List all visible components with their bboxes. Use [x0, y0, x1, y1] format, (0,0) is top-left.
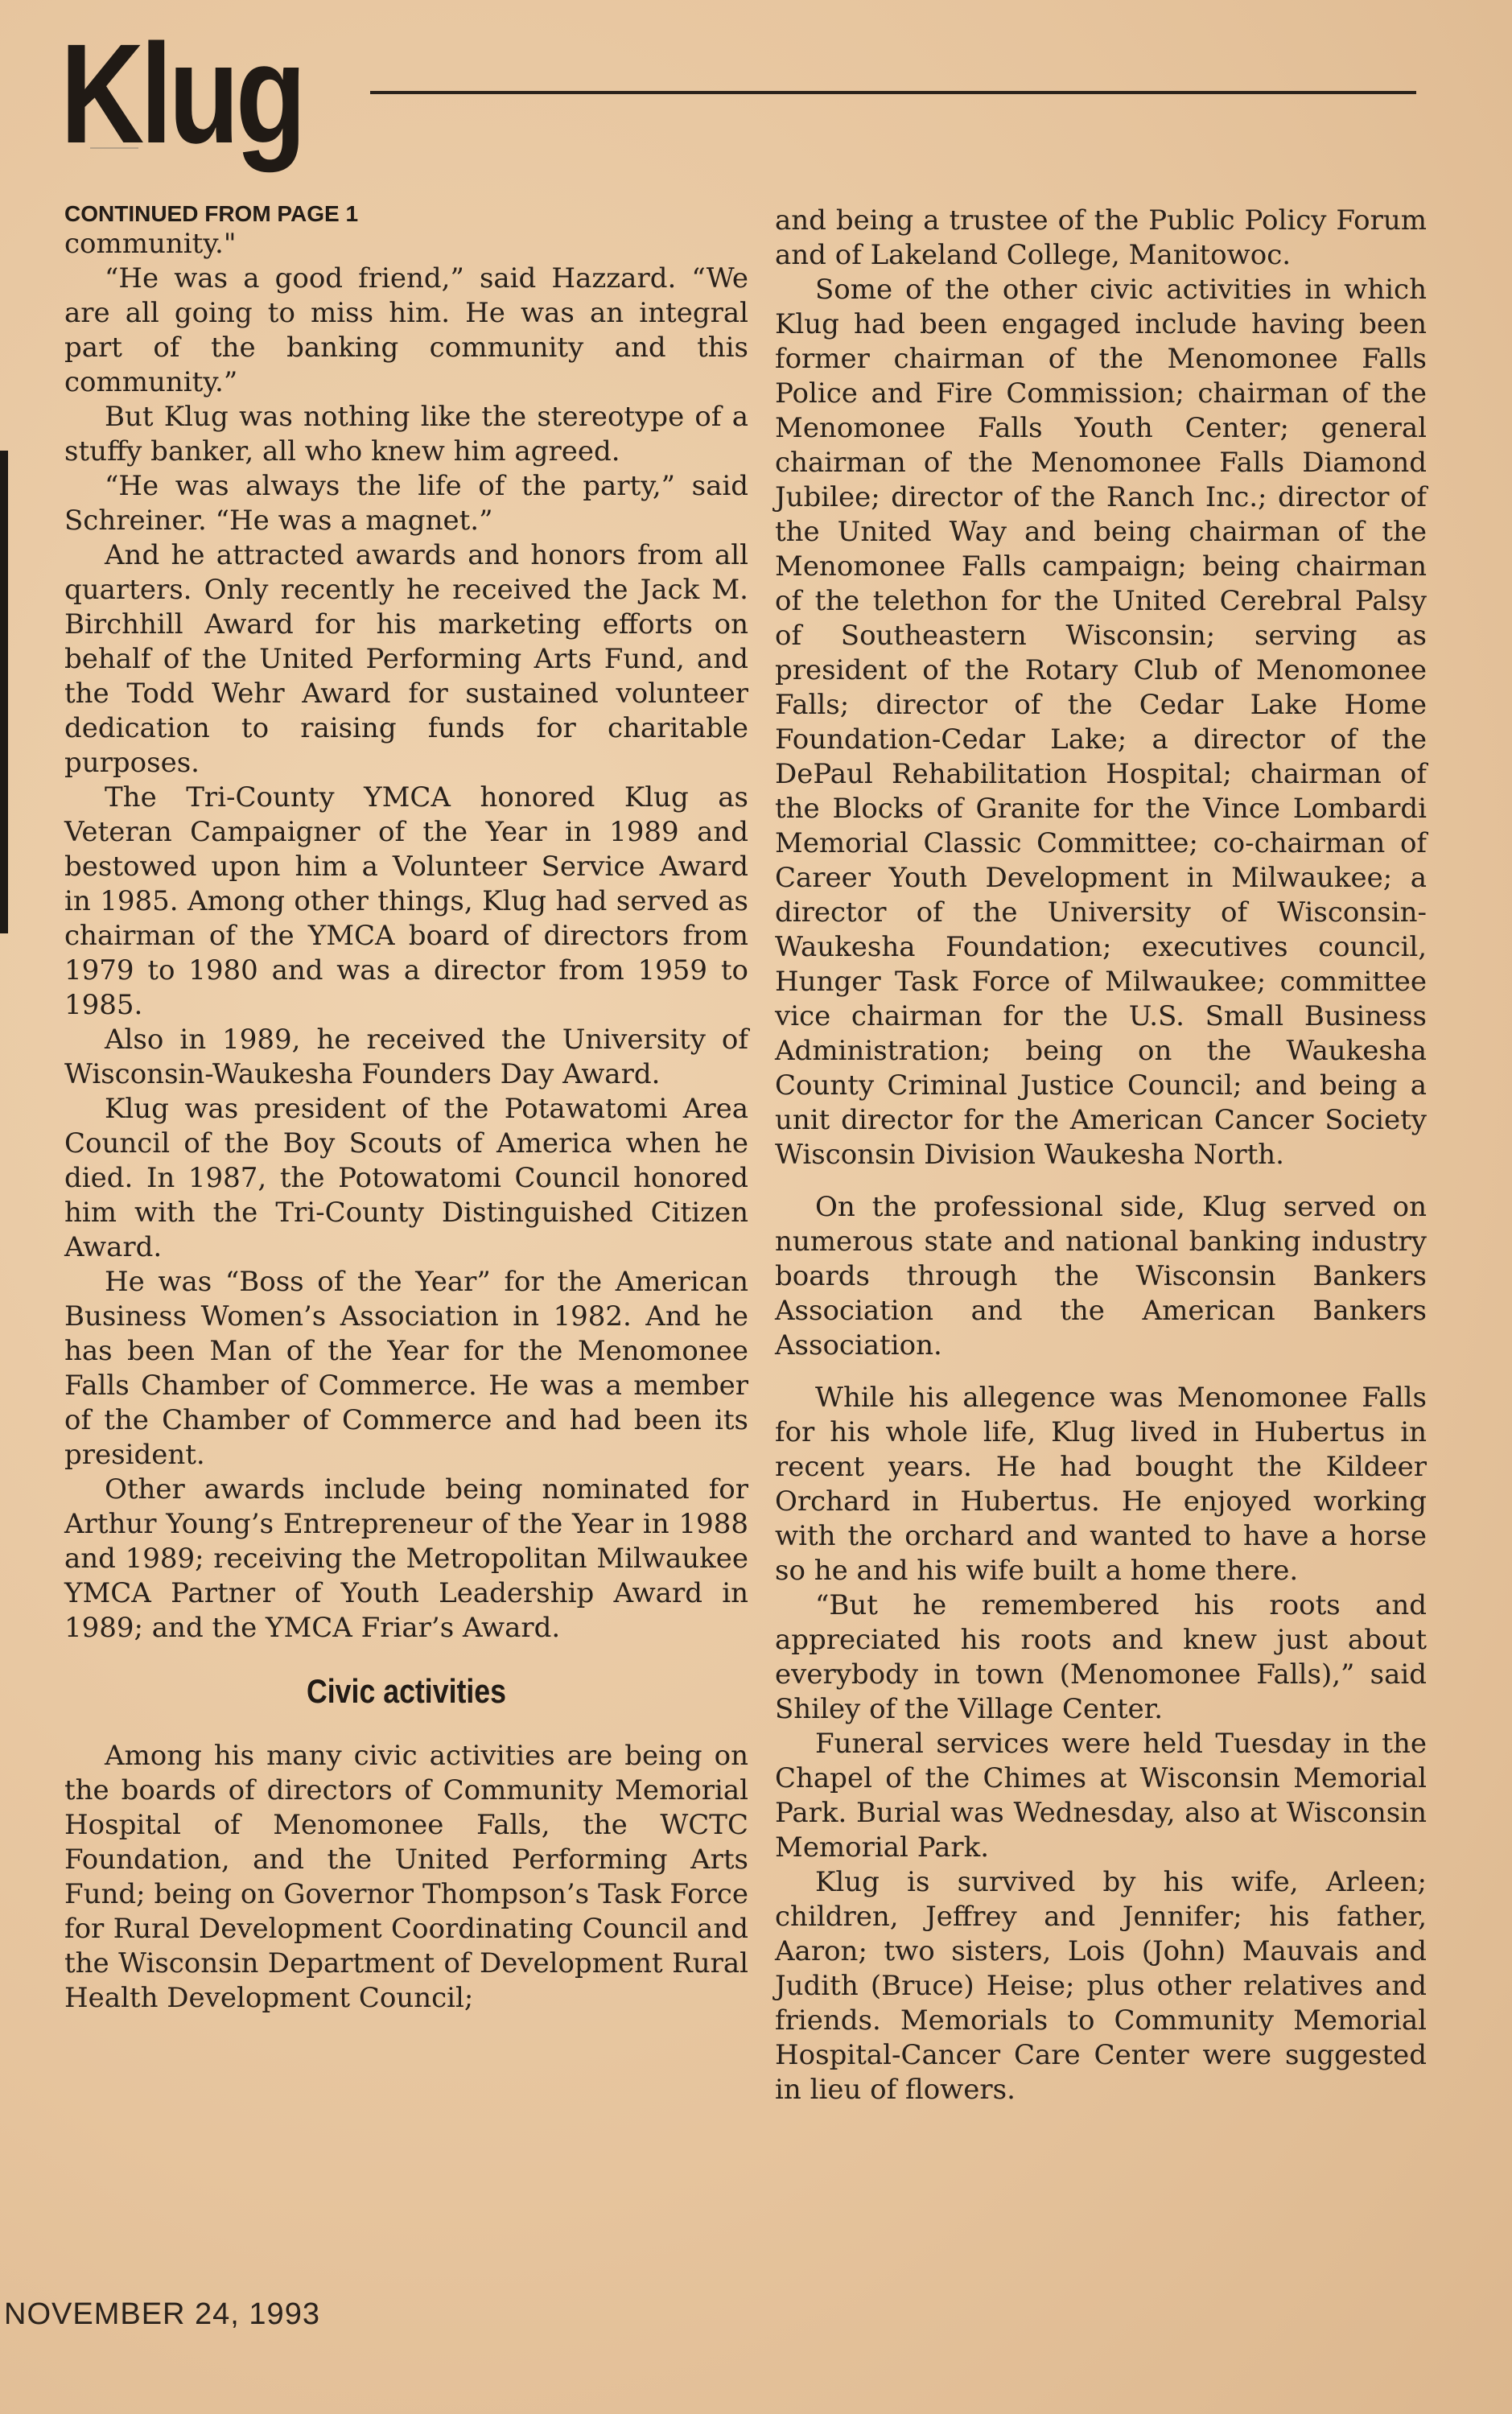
paragraph: He was “Boss of the Year” for the American Business Women’s Association in 1982. And he has been Man of the Year for the Menomonee Falls Chamber of Commerce. He was a member of the Chamber of Commerce and had been its president.	[64, 1266, 748, 1471]
paragraph: While his allegence was Menomonee Falls for his whole life, Klug lived in Hubertus in recent years. He had bought the Kildeer Orchard in Hubertus. He enjoyed working with the orchard and wanted to have a horse so he and his wife built a home there.	[775, 1382, 1427, 1587]
paragraph: “He was a good friend,” said Hazzard. “We are all going to miss him. He was an integral part of the banking community and this community.”	[64, 262, 748, 398]
left-column	[64, 201, 748, 2016]
masthead-rule	[370, 91, 1416, 94]
paragraph: On the professional side, Klug served on numerous state and national banking industry boards through the Wisconsin Bankers Association and the American Bankers Association.	[775, 1191, 1427, 1361]
paragraph: Also in 1989, he received the University of Wisconsin-Waukesha Founders Day Award.	[64, 1024, 748, 1090]
paragraph: Klug was president of the Potawatomi Area Council of the Boy Scouts of America when he died. In 1987, the Potowatomi Council honored him with the Tri-County Distinguished Citizen Award.	[64, 1093, 748, 1263]
paragraph: Funeral services were held Tuesday in the Chapel of the Chimes at Wisconsin Memorial Park. Burial was Wednesday, also at Wisconsin Memorial Park.	[775, 1728, 1427, 1864]
paragraph: “He was always the life of the party,” said Schreiner. “He was a magnet.”	[64, 470, 748, 537]
paragraph: The Tri-County YMCA honored Klug as Veteran Campaigner of the Year in 1989 and bestowed upon him a Volunteer Service Award in 1985. Among other things, Klug had served as chairman of the YMCA board of directors from 1979 to 1980 and was a director from 1959 to 1985.	[64, 781, 748, 1021]
continued-kicker: CONTINUED FROM PAGE 1	[64, 201, 359, 226]
pencil-mark	[90, 147, 138, 160]
paragraph: “But he remembered his roots and appreciated his roots and knew just about everybody in town (Menomonee Falls),” said Shiley of the Village Center.	[775, 1589, 1427, 1725]
paragraph: and being a trustee of the Public Policy Forum and of Lakeland College, Manitowoc.	[775, 204, 1427, 271]
paragraph: Among his many civic activities are being on the boards of directors of Community Memorial Hospital of Menomonee Falls, the WCTC Foundation, and the United Performing Arts Fund; being on Governor Thompson’s Task Force for Rural Development Coordinating Council and the Wisconsin Department of Development Rural Health Development Council;	[64, 1740, 748, 2014]
paragraph: community."	[64, 228, 237, 260]
right-column	[775, 204, 1427, 2107]
masthead-title: Klug	[60, 15, 303, 173]
dateline: NOVEMBER 24, 1993	[4, 2297, 320, 2331]
section-subhead: Civic activities	[306, 1672, 507, 1710]
paragraph: And he attracted awards and honors from all quarters. Only recently he received the Jack M. Birchhill Award for his marketing efforts on behalf of the United Performing Arts Fund, and the Todd Wehr Award for sustained volunteer dedication to raising funds for charitable purposes.	[64, 539, 748, 779]
paragraph: Other awards include being nominated for Arthur Young’s Entrepreneur of the Year in 1988 and 1989; receiving the Metropolitan Milwaukee YMCA Partner of Youth Leadership Award in 1989; and the YMCA Friar’s Award.	[64, 1473, 748, 1644]
paragraph: Klug is survived by his wife, Arleen; children, Jeffrey and Jennifer; his father, Aaron; two sisters, Lois (John) Mauvais and Judith (Bruce) Heise; plus other relatives and friends. Memorials to Community Memorial Hospital-Cancer Care Center were suggested in lieu of flowers.	[775, 1866, 1427, 2106]
scan-edge-shadow	[0, 451, 8, 933]
paragraph: Some of the other civic activities in which Klug had been engaged include having been former chairman of the Menomonee Falls Police and Fire Commission; chairman of the Menomonee Falls Youth Center; general chairman of the Menomonee Falls Diamond Jubilee; director of the Ranch Inc.; director of the United Way and being chairman of the Menomonee Falls campaign; being chairman of the telethon for the United Cerebral Palsy of Southeastern Wisconsin; serving as president of the Rotary Club of Menomonee Falls; director of the Cedar Lake Home Foundation-Cedar Lake; a director of the DePaul Rehabilitation Hospital; chairman of the Blocks of Granite for the Vince Lombardi Memorial Classic Committee; co-chairman of Career Youth Development in Milwaukee; a director of the University of Wisconsin-Waukesha Foundation; executives council, Hunger Task Force of Milwaukee; committee vice chairman for the U.S. Small Business Administration; being on the Waukesha County Criminal Justice Council; and being a unit director for the American Cancer Society Wisconsin Division Waukesha North.	[775, 274, 1427, 1171]
paragraph: But Klug was nothing like the stereotype of a stuffy banker, all who knew him agreed.	[64, 401, 748, 468]
